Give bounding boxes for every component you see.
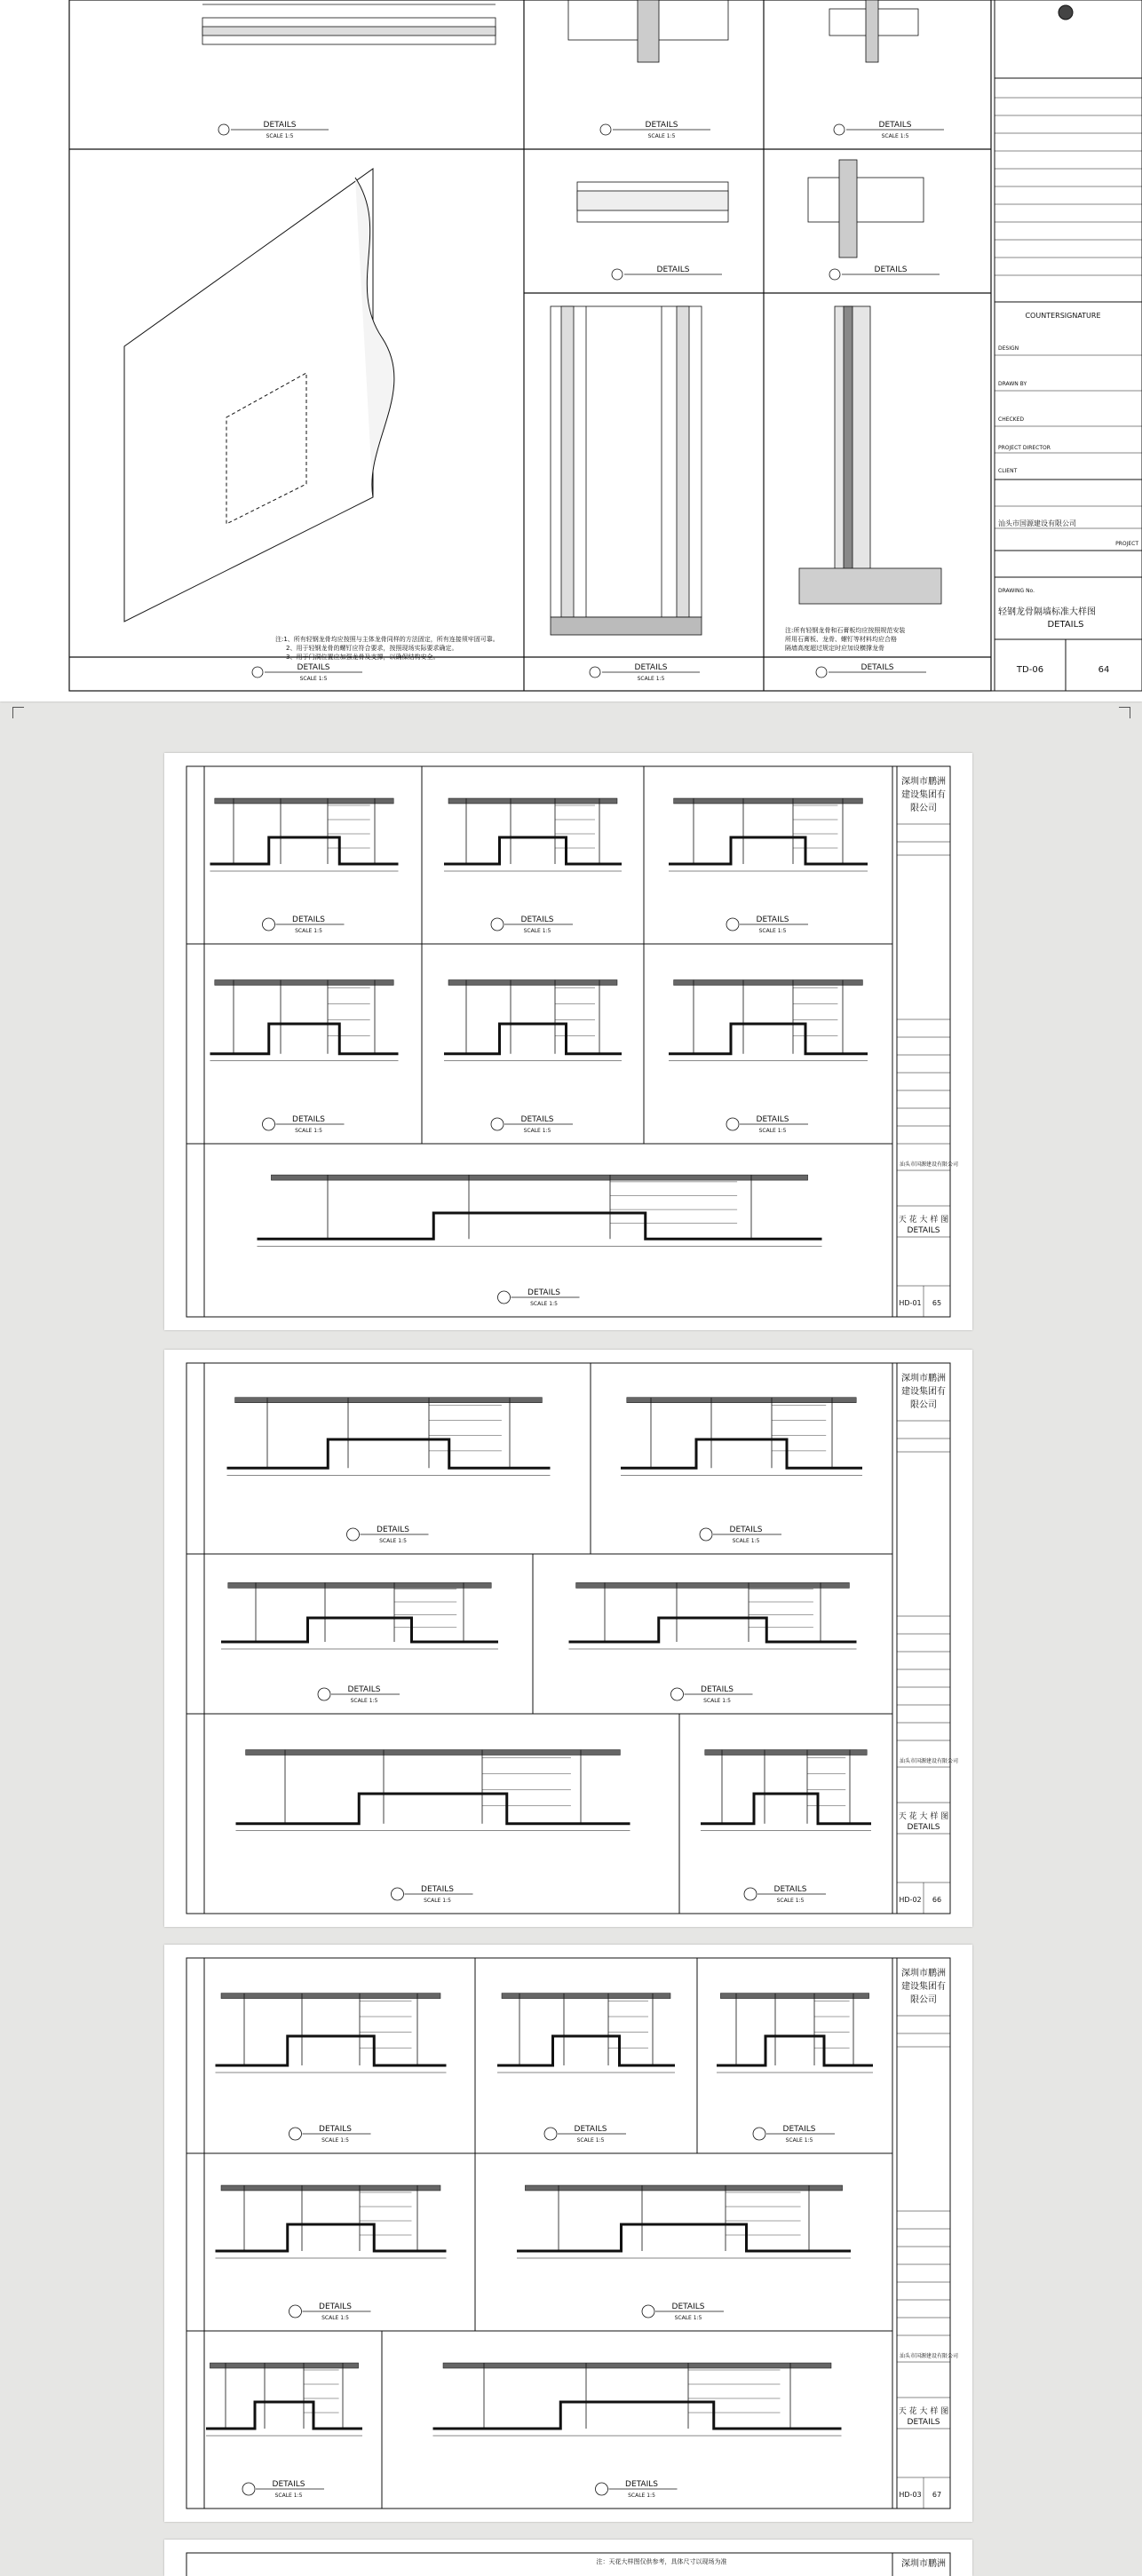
company-name-line2: 建设集团有 [901, 790, 946, 800]
scale-label: SCALE 1:5 [274, 2493, 303, 2499]
scale-label: SCALE 1:5 [295, 1128, 322, 1134]
company-name-line1: 深圳市鹏洲 [901, 1969, 946, 1978]
scale-label: SCALE 1:5 [379, 1538, 407, 1544]
company-name-line3: 限公司 [910, 804, 937, 813]
sheet-title-cn: 天 花 大 样 图 [898, 1216, 949, 1225]
detail-label: DETAILS [263, 121, 297, 130]
sheet-title-en: DETAILS [907, 1226, 940, 1235]
detail-label: DETAILS [773, 1885, 807, 1894]
detail-label: DETAILS [729, 1526, 763, 1534]
scale-label: SCALE 1:5 [647, 133, 676, 139]
scale-label: SCALE 1:5 [637, 676, 665, 682]
crop-mark [1119, 707, 1130, 718]
detail-label: DETAILS [520, 1115, 554, 1124]
detail-label: DETAILS [292, 1115, 325, 1124]
label-project: PROJECT [1115, 541, 1138, 547]
scale-label: SCALE 1:5 [321, 2137, 349, 2144]
drawing-number: HD-03 [899, 2491, 922, 2499]
scale-label: SCALE 1:5 [776, 1898, 805, 1904]
scale-label: SCALE 1:5 [758, 1128, 787, 1134]
detail-label: DETAILS [421, 1885, 454, 1894]
scale-label: SCALE 1:5 [350, 1698, 378, 1704]
company-name-line1: 深圳市鹏洲 [901, 777, 946, 787]
label-drawn: DRAWN BY [998, 381, 1027, 387]
drawing-sheet-partial [164, 2540, 972, 2576]
partial-drawing [164, 2540, 972, 2576]
company-name-line1: 深圳市鹏洲 [901, 2559, 946, 2569]
crop-mark [12, 707, 24, 718]
drawing-number: HD-01 [899, 1299, 922, 1307]
page-number: 65 [932, 1299, 942, 1307]
scale-label: SCALE 1:5 [523, 928, 551, 934]
note-line-1: 注:1、所有轻钢龙骨均应按照与主体龙骨同样的方法固定，所有连接须牢固可靠。 [275, 636, 499, 643]
note-line-3: 3、用于门洞位置应加强龙骨及支撑，以确保结构安全。 [286, 654, 440, 661]
sheet-title-cn: 天 花 大 样 图 [898, 1812, 949, 1821]
drawing-sheet-hd-01 [164, 753, 972, 1330]
detail-label: DETAILS [625, 2480, 658, 2489]
sheet-note: 注：天花大样图仅供参考，具体尺寸以现场为准 [596, 2558, 727, 2565]
sheet-title-en: DETAILS [907, 1823, 940, 1832]
page-number: 67 [932, 2491, 942, 2499]
detail-label: DETAILS [701, 1685, 734, 1694]
company-name-line3: 限公司 [910, 1995, 937, 2005]
right-note-2: 所用石膏板、龙骨、螺钉等材料均应合格 [785, 636, 897, 643]
detail-label: DETAILS [272, 2480, 305, 2489]
detail-label: DETAILS [782, 2125, 816, 2134]
scale-label: SCALE 1:5 [295, 928, 322, 934]
detail-label: DETAILS [574, 2125, 607, 2134]
detail-label: DETAILS [756, 915, 789, 924]
detail-label: DETAILS [347, 1685, 381, 1694]
detail-label: DETAILS [377, 1526, 409, 1534]
scale-label: SCALE 1:5 [703, 1698, 731, 1704]
sheet-title-en: DETAILS [1047, 620, 1084, 630]
scale-label: SCALE 1:5 [530, 1301, 558, 1307]
sheet-grid-lines [186, 766, 892, 1317]
detail-label: DETAILS [756, 1115, 789, 1124]
company-name-line2: 建设集团有 [901, 1982, 946, 1992]
ceiling-sections [210, 798, 868, 1307]
scale-label: SCALE 1:5 [785, 2137, 813, 2144]
scale-label: SCALE 1:5 [674, 2315, 702, 2321]
scale-label: SCALE 1:5 [628, 2493, 655, 2499]
client-name: 汕头市国源建设有限公司 [900, 2353, 959, 2359]
sheet-title-cn: 天 花 大 样 图 [898, 2407, 949, 2416]
note-line-2: 2、用于轻钢龙骨的螺钉应符合要求，按照现场实际要求确定。 [286, 645, 458, 652]
detail-label: DETAILS [520, 915, 554, 924]
label-client: CLIENT [998, 468, 1018, 474]
client-name: 汕头市国源建设有限公司 [900, 1758, 959, 1764]
detail-label: DETAILS [645, 121, 678, 130]
client-name: 汕头市国源建设有限公司 [900, 1161, 959, 1168]
detail-label: DETAILS [319, 2303, 352, 2311]
company-name-line3: 限公司 [910, 1400, 937, 1410]
label-countersignature: COUNTERSIGNATURE [1025, 312, 1101, 320]
sheet-title-en: DETAILS [907, 2418, 940, 2427]
drawing-number: TD-06 [1016, 665, 1044, 675]
scale-label: SCALE 1:5 [523, 1128, 551, 1134]
detail-label: DETAILS [319, 2125, 352, 2134]
detail-label: DETAILS [292, 915, 325, 924]
ceiling-sections [221, 1398, 871, 1904]
ceiling-sections [206, 1993, 873, 2499]
sheet-grid-lines [186, 1958, 892, 2509]
scale-label: SCALE 1:5 [299, 676, 328, 682]
client-name: 汕头市国源建设有限公司 [998, 519, 1076, 527]
detail-label: DETAILS [634, 663, 668, 672]
scale-label: SCALE 1:5 [881, 133, 909, 139]
detail-label: DETAILS [527, 1288, 560, 1297]
detail-label: DETAILS [874, 266, 908, 274]
drawing-number: HD-02 [899, 1896, 922, 1904]
ceiling-details-drawing [164, 1350, 972, 1927]
detail-label: DETAILS [860, 663, 894, 672]
detail-label: DETAILS [297, 663, 330, 672]
detail-label: DETAILS [878, 121, 912, 130]
label-checked: CHECKED [998, 416, 1025, 423]
sheet-title-cn: 轻钢龙骨隔墙标准大样图 [998, 607, 1096, 617]
page-number: 64 [1098, 665, 1110, 675]
label-drawing-no: DRAWING No. [998, 588, 1035, 594]
ceiling-details-drawing [164, 1945, 972, 2522]
scale-label: SCALE 1:5 [424, 1898, 451, 1904]
scale-label: SCALE 1:5 [732, 1538, 760, 1544]
drawing-sheet-hd-02 [164, 1350, 972, 1927]
drawing-sheet-hd-03 [164, 1945, 972, 2522]
drawing-sheet-td06 [0, 0, 1142, 701]
label-design: DESIGN [998, 345, 1019, 352]
page-number: 66 [932, 1896, 942, 1904]
scale-label: SCALE 1:5 [576, 2137, 605, 2144]
detail-label: DETAILS [671, 2303, 705, 2311]
scale-label: SCALE 1:5 [758, 928, 787, 934]
company-name-line1: 深圳市鹏洲 [901, 1374, 946, 1383]
label-project-director: PROJECT DIRECTOR [998, 445, 1051, 451]
scale-label: SCALE 1:5 [266, 133, 294, 139]
right-note-1: 注:所有轻钢龙骨和石膏板均应按照规范安装 [785, 627, 906, 634]
right-note-3: 隔墙高度超过规定时应加设横撑龙骨 [785, 645, 884, 652]
company-name-line2: 建设集团有 [901, 1387, 946, 1397]
scale-label: SCALE 1:5 [321, 2315, 349, 2321]
wall-details-drawing [0, 0, 1142, 701]
detail-label: DETAILS [656, 266, 690, 274]
ceiling-details-drawing [164, 753, 972, 1330]
